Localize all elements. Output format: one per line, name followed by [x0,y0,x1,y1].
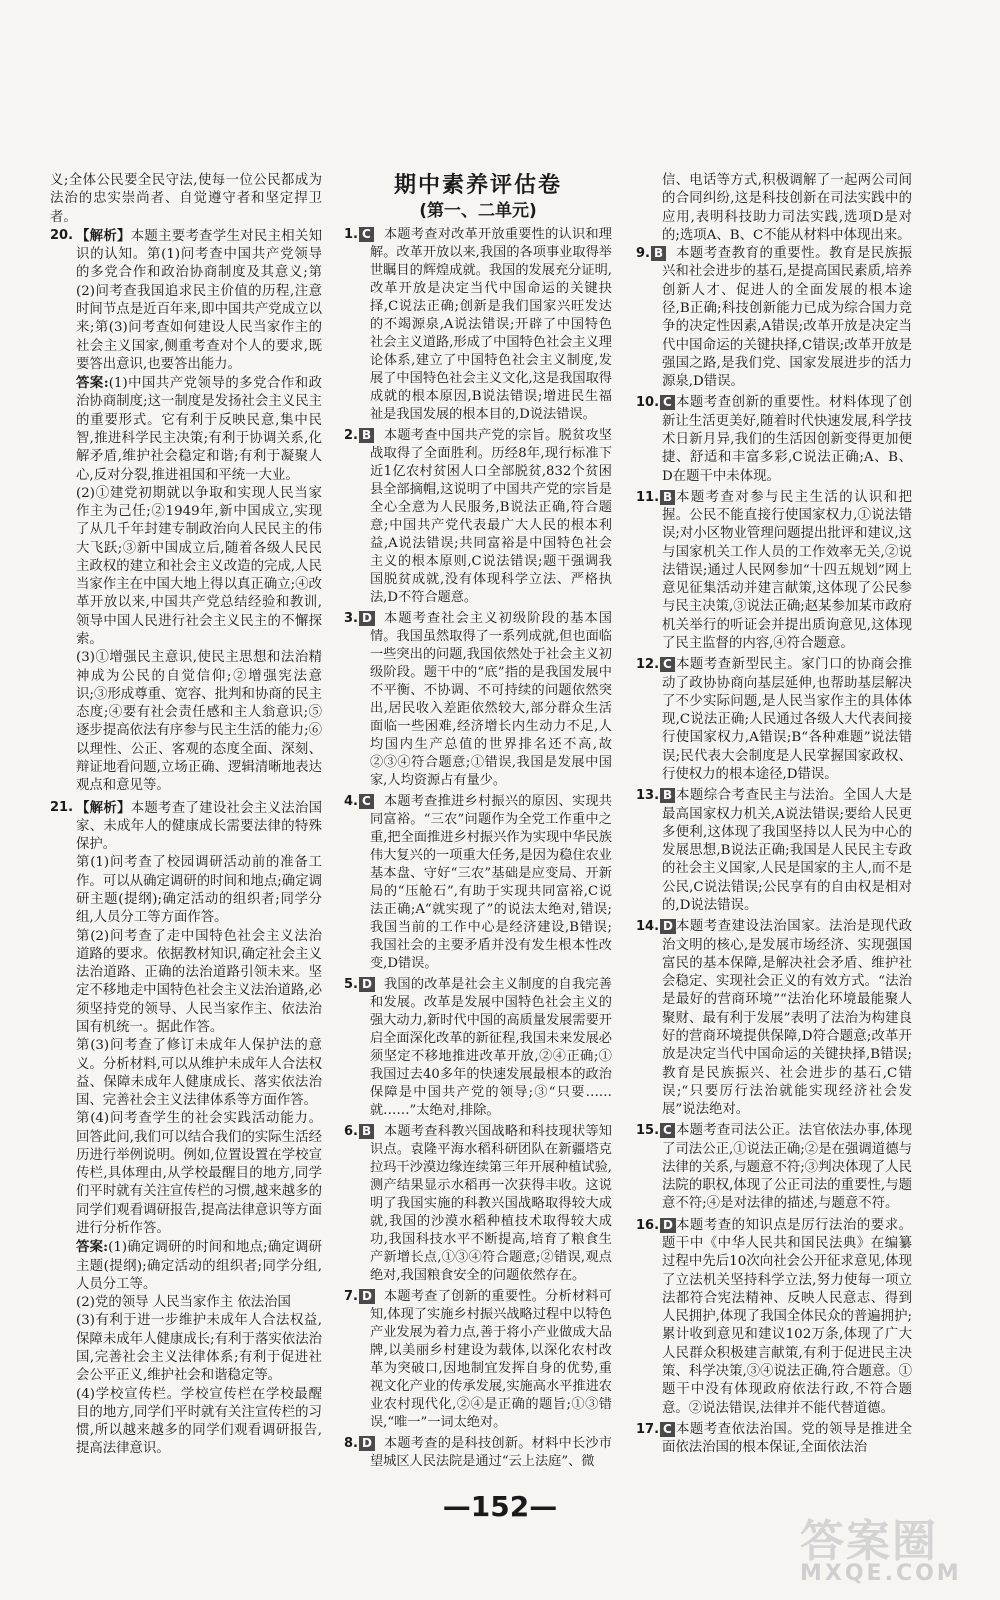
page-title: 期中素养评估卷 [393,173,562,198]
item-number: 5. [344,977,358,992]
answer-choice: D [359,977,375,992]
answer-key [636,656,675,674]
answer-key [636,1217,676,1235]
answer-explanation: 本题考查教育的重要性。教育是民族振兴和社会进步的基石,是提高国民素质,培养创新人才、促进人的全面发展的根本途径,B正确;科技创新能力已成为综合国力竞争的决定性因素,A错误;改革开放是决定当代中国命运的关键抉择,C错误;改革开放是强国之路,是我们党、国家发展进步的活力源泉,D错误。 [662,246,912,390]
answer-key [636,245,666,263]
item-number: 11. [636,489,660,505]
item-number: 15. [636,1123,660,1139]
answer-list [344,226,612,1471]
answer-choice: D [660,919,676,934]
answer-item [344,793,612,973]
answer-item [636,1122,912,1213]
answer-label: 答案: [76,375,109,392]
item-number: 6. [344,1124,358,1139]
item-number: 7. [344,1289,358,1304]
answer-item [344,610,612,790]
answer-key [344,427,374,445]
answer-key [344,1288,375,1306]
question-20 [50,227,322,796]
answer-choice: B [660,490,675,505]
watermark-logo [790,1505,980,1590]
watermark-url: MXQE.COM [800,1561,962,1586]
page-subtitle: (第一、二单元) [419,201,537,221]
answer-choice: C [359,227,374,242]
watermark-text: 答案圈 [800,1516,938,1567]
answer-explanation: 本题考查的知识点是厉行法治的要求。题干中《中华人民共和国民法典》在编纂过程中先后10次向社会公开征求意见,体现了立法机关坚持科学立法,努力使每一项立法都符合宪法精神、反映人民意志、得到人民拥护,体现了我国全体民众的普遍拥护;累计收到意见和建议102万条,体现了广大人民群众积极建言献策,有利于促进民主决策、科学决策,③④说法正确,符合题意。①题干中没有体现政府依法行政,不符合题意。②说法错误,法律并不能代替道德。 [662,1217,912,1416]
item-number: 10. [636,395,660,411]
answer-choice: C [660,657,675,672]
analysis-part: 第(1)问考查了校园调研活动前的准备工作。可以从确定调研的时间和地点;确定调研主题(提纲);确定活动的组织者;同学分组,人员分工等方面作答。 [76,855,322,926]
answer-key [636,489,675,507]
page-number: —152— [442,1490,558,1523]
answer-item [636,489,912,654]
answer-label: 答案: [76,1239,109,1256]
answer-explanation: 本题考查对改革开放重要性的认识和理解。改革开放以来,我国的各项事业取得举世瞩目的辉煌成就。我国的发展充分证明,改革开放是决定当代中国命运的关键抉择,C说法正确;创新是我们国家兴旺发达的不竭源泉,A说法错误;开辟了中国特色社会主义道路,形成了中国特色社会主义理论体系,建立了中国特色社会主义制度,发展了中国特色社会主义文化,这是我国取得成就的根本原因,B说法错误;增进民生福祉是我国发展的根本目的,D说法错误。 [370,227,612,422]
column-middle [344,172,612,1474]
answer-item [636,1421,912,1458]
item-number: 17. [636,1421,660,1437]
analysis-part: 第(4)问考查学生的社会实践活动能力。回答此问,我们可以结合我们的实际生活经历进行举例说明。例如,位置设置在学校宣传栏,具体理由,从学校最醒目的地方,同学们平时就有关注宣传栏的习惯,越来越多的同学们观看调研报告,提高法律意识等方面进行分析作答。 [76,1111,322,1237]
analysis-part: 第(3)问考查了修订未成年人保护法的意义。分析材料,可以从维护未成年人合法权益、保障未成年人健康成长、落实依法治国、完善社会主义法律体系等方面作答。 [76,1038,322,1109]
answer-item [636,1217,912,1418]
column-left [50,172,322,1462]
answer-choice: C [359,794,374,809]
column-right [636,172,912,1460]
answer-key [344,1435,375,1453]
analysis-text: 本题考查了建设社会主义法治国家、未成年人的健康成长需要法律的特殊保护。 [76,800,323,853]
analysis-label: 【解析】 [76,227,131,244]
answer-choice: B [359,1124,374,1139]
answer-item [636,245,912,391]
answer-item [344,976,612,1120]
continued-text: 义;全体公民要全民守法,使每一位公民都成为法治的忠实崇尚者、自觉遵守者和坚定捍卫者。 [50,173,322,225]
answer-explanation: 本题考查建设法治国家。法治是现代政治文明的核心,是发展市场经济、实现强国富民的基本保障,是解决社会矛盾、维护社会稳定、实现社会正义的有效方式。“法治是最好的营商环境”“法治化环境最能聚人聚财、最有利于发展”表明了法治为构建良好的营商环境提供保障,D符合题意;改革开放是决定当代中国命运的关键抉择,B错误;教育是民族振兴、社会进步的基石,C错误;“只要厉行法治就能实现经济社会发展”说法绝对。 [662,919,912,1118]
item-number: 12. [636,657,660,673]
analysis-text: 本题主要考查学生对民主相关知识的认知。第(1)问考查中国共产党领导的多党合作和政治协商制度及其意义;第(2)问考查我国追求民主价值的历程,注意时间节点是近百年来,即中国共产党成立以来;第(3)问考查如何建设人民当家作主的社会主义国家,侧重考查对个人的要求,既要答出意识,也要答出能力。 [76,228,323,372]
answer-choice: B [651,246,666,261]
answer-explanation: 本题考查推进乡村振兴的原因、实现共同富裕。“三农”问题作为全党工作重中之重,把全面推进乡村振兴作为实现中华民族伟大复兴的一项重大任务,是因为稳住农业基本盘、守好“三农”基础是应变局、开新局的“压舱石”,有助于实现共同富裕,C说法正确;A“就实现了”的说法太绝对,错误;我国当前的工作中心是经济建设,B错误;我国社会的主要矛盾并没有发生根本性改变,D错误。 [370,794,612,971]
answer-part: (1)确定调研的时间和地点;确定调研主题(提纲);确定活动的组织者;同学分组,人员分工等。 [76,1240,322,1292]
answer-item [636,656,912,784]
item-number: 1. [344,227,358,242]
answer-explanation: 本题考查新型民主。家门口的协商会推动了政协协商向基层延伸,也帮助基层解决了不少实际问题,是人民当家作主的具体体现,C说法正确;人民通过各级人大代表间接行使国家权力,A错误;B“各种难题”说法错误;民代表大会制度是人民掌握国家政权、行使权力的根本途径,D错误。 [662,657,912,782]
answer-choice: C [660,395,675,410]
answer-choice: D [359,611,375,626]
answer-item [636,787,912,915]
answer-explanation: 本题综合考查民主与法治。全国人大是最高国家权力机关,A说法错误;要给人民更多便利,这体现了我国坚持以人民为中心的发展思想,B说法正确;我国是人民民主专政的社会主义国家,人民是国家的主人,而不是公民,C说法错误;公民享有的自由权是相对的,D说法错误。 [662,788,912,913]
item-number: 3. [344,611,358,626]
answer-key [344,1123,374,1141]
item-number: 4. [344,794,358,809]
answer-part: (1)中国共产党领导的多党合作和政治协商制度;这一制度是发扬社会主义民主的重要形式。它有利于反映民意,集中民智,推进科学民主决策;有利于协调关系,化解矛盾,维护社会稳定和谐;有利于凝聚人心,反对分裂,推进祖国和平统一大业。 [76,376,322,483]
item-number: 13. [636,788,660,804]
question-number: 21. [50,799,74,815]
answer-part: (2)①建党初期就以争取和实现人民当家作主为己任;②1949年,新中国成立,实现了从几千年封建专制政治向人民民主的伟大飞跃;③新中国成立后,随着各级人民民主政权的建立和社会主义改造的完成,人民当家作主在中国大地上得以真正确立;④改革开放以来,中国共产党总结经验和教训,领导中国人民进行社会主义民主的不懈探索。 [76,485,322,648]
answer-explanation: 本题考查对参与民主生活的认识和把握。公民不能直接行使国家权力,①说法错误;对小区物业管理问题提出批评和建议,这与国家机关工作人员的工作效率无关,②说法错误;通过人民网参加“十四五规划”网上意见征集活动并建言献策,这体现了公民参与民主决策,③说法正确;赵某参加某市政府机关举行的听证会并提出质询意见,这体现了民主监督的内容,④符合题意。 [662,489,912,652]
answer-explanation: 本题考查科教兴国战略和科技现状等知识点。袁隆平海水稻科研团队在新疆塔克拉玛干沙漠边缘连续第三年开展种植试验,测产结果显示水稻再一次获得丰收。这说明了我国实施的科教兴国战略取得较大成就,我国的沙漠水稻种植技术取得较大成功,我国科技水平不断提高,培育了粮食生产新增长点,①③④符合题意;②错误,观点绝对,我国粮食安全的问题依然存在。 [370,1124,612,1283]
answer-part: (3)①增强民主意识,使民主思想和法治精神成为公民的自觉信仰;②增强宪法意识;③形成尊重、宽容、批判和协商的民主态度;④要有社会责任感和主人翁意识;⑤逐步提高依法有序参与民主生活的能力;⑥以理性、公正、客观的态度全面、深刻、辩证地看问题,立场正确、逻辑清晰地表达观点和意见等。 [76,650,322,794]
answer-part: (2)党的领导 人民当家作主 依法治国 [76,1295,291,1311]
answer-explanation: 本题考查中国共产党的宗旨。脱贫攻坚战取得了全面胜利。历经8年,现行标准下近1亿农村贫困人口全部脱贫,832个贫困县全部摘帽,这说明了中国共产党的宗旨是全心全意为人民服务,B说法正确,符合题意;中国共产党代表最广大人民的根本利益,A说法错误;共同富裕是中国特色社会主义的根本原则,C说法错误;题干强调我国脱贫成就,没有体现科学立法、严格执法,D不符合题意。 [370,428,612,605]
answer-explanation: 本题考查社会主义初级阶段的基本国情。我国虽然取得了一系列成就,但也面临一些突出的问题,我国依然处于社会主义初级阶段。题干中的“底”指的是我国发展中不平衡、不协调、不可持续的问题依然突出,居民收入差距依然较大,部分群众生活面临一些困难,经济增长内生动力不足,人均国内生产总值的世界排名还不高,故②③④符合题意;①错误,我国是发展中国家,人均资源占有量少。 [370,611,612,788]
answer-part: (4)学校宣传栏。学校宣传栏在学校最醒目的地方,同学们平时就有关注宣传栏的习惯,所以越来越多的同学们观看调研报告,提高法律意识。 [76,1386,322,1457]
answer-explanation: 本题考查依法治国。党的领导是推进全面依法治国的根本保证,全面依法治 [662,1421,912,1456]
answer-part: (3)有利于进一步维护未成年人合法权益,保障未成年人健康成长;有利于落实依法治国,完善社会主义法律体系;有利于促进社会公平正义,维护社会和谐稳定等。 [76,1313,322,1384]
answer-explanation: 本题考查司法公正。法官依法办事,体现了司法公正,①说法正确;②是在强调道德与法律的关系,与题意不符;③判决体现了人民法院的职权,体现了公正司法的重要性,与题意不符;④是对法律的描述,与题意不符。 [662,1123,912,1212]
answer-choice: C [660,1123,675,1138]
item-number: 16. [636,1217,660,1233]
answer-choice: B [660,788,675,803]
continued-text: 信、电话等方式,积极调解了一起两公司间的合同纠纷,这是科技创新在司法实践中的应用,表明科技助力司法实践,选项D是对的;选项A、B、C不能从材料中体现出来。 [662,173,912,243]
answer-key [636,787,675,805]
answer-item [636,918,912,1119]
answer-item [344,1288,612,1432]
answer-item [344,427,612,607]
answer-item [344,1123,612,1285]
answer-choice: B [359,428,374,443]
item-number: 8. [344,1436,358,1451]
answer-item [344,1435,612,1471]
question-number: 20. [50,227,74,243]
answer-choice: C [660,1422,675,1437]
answer-explanation: 本题考查的是科技创新。材料中长沙市望城区人民法院是通过“云上法庭”、微 [370,1436,612,1469]
answer-key [636,1421,675,1439]
analysis-label: 【解析】 [76,799,131,816]
answer-choice: D [359,1436,375,1451]
answer-key [636,918,676,936]
item-number: 9. [636,246,650,262]
answer-choice: D [660,1218,676,1233]
item-number: 2. [344,428,358,443]
answer-explanation: 本题考查创新的重要性。材料体现了创新让生活更美好,随着时代快速发展,科学技术日新月异,我们的生活因创新变得更加便捷、舒适和丰富多彩,C说法正确;A、B、D在题干中未体现。 [662,395,912,484]
question-21 [50,799,322,1459]
answer-key [344,976,375,994]
answer-key [344,610,375,628]
answer-explanation: 我国的改革是社会主义制度的自我完善和发展。改革是发展中国特色社会主义的强大动力,新时代中国的高质量发展需要开启全面深化改革的新征程,我国未来发展必须坚定不移地推进改革开放,②④正确;①我国过去40多年的快速发展最根本的政治保障是中国共产党的领导;③“只要……就……”太绝对,排除。 [370,977,612,1118]
analysis-part: 第(2)问考查了走中国特色社会主义法治道路的要求。依据教材知识,确定社会主义法治道路、正确的法治道路引领未来。坚定不移地走中国特色社会主义法治道路,必须坚持党的领导、人民当家作主、依法治国有机统一。据此作答。 [76,928,322,1035]
answer-explanation: 本题考查了创新的重要性。分析材料可知,体现了实施乡村振兴战略过程中以特色产业发展为着力点,善于将小产业做成大品牌,以美丽乡村建设为载体,以深化农村改革为突破口,因地制宜发挥自身的优势,重视文化产业的传承发展,实施高水平推进农业农村现代化,②④是正确的题旨;①③错误,“唯一”一词太绝对。 [370,1289,612,1430]
answer-key [344,793,374,811]
answer-key [344,226,374,244]
item-number: 14. [636,919,660,935]
answer-item [636,394,912,485]
answer-key [636,1122,675,1140]
answer-key [636,394,675,412]
answer-item [344,226,612,424]
answer-list [636,245,912,1457]
answer-choice: D [359,1289,375,1304]
